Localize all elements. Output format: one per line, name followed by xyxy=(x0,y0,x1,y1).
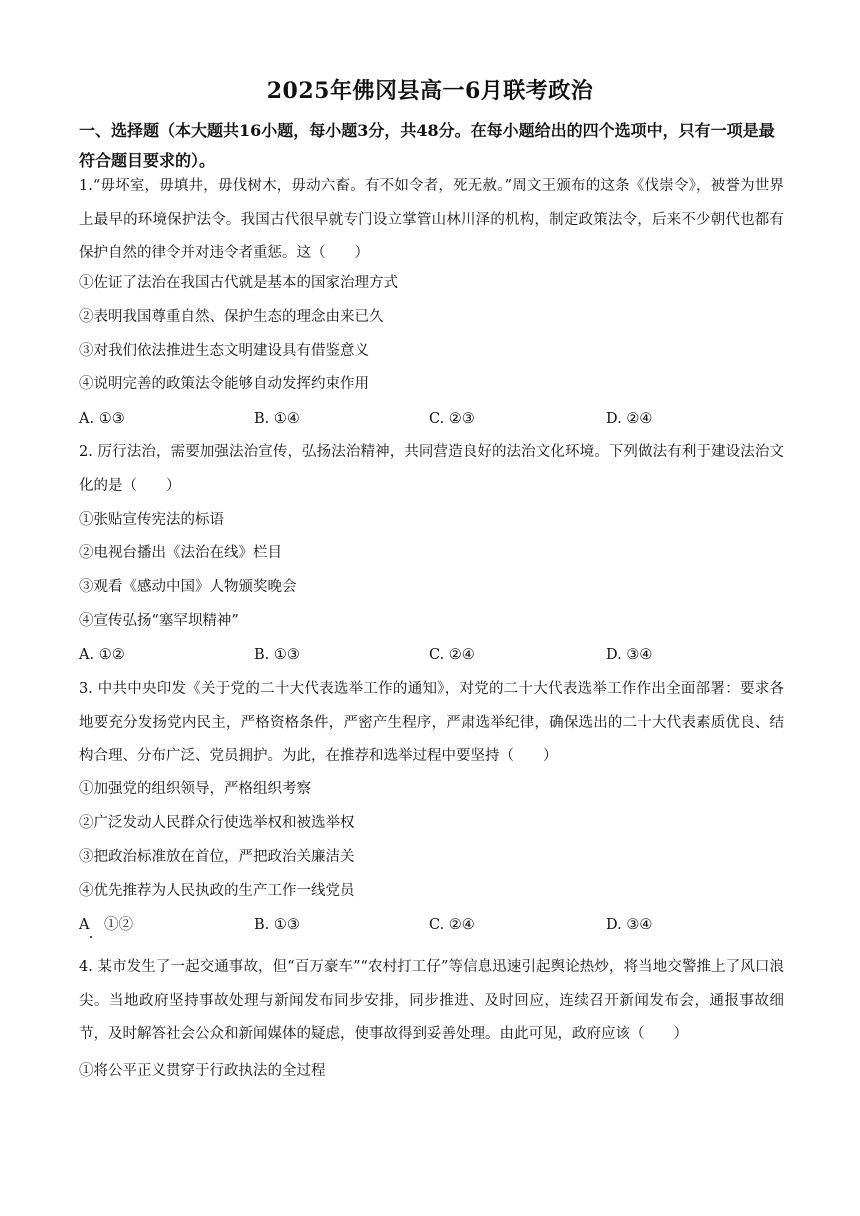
question-2-choices xyxy=(79,645,784,665)
question-1-stem: 1.“毋坏室，毋填井，毋伐树木，毋动六畜。有不如令者，死无赦。”周文王颁布的这条《伐崇令》，被誉为世界上最早的环境保护法令。我国古代很早就专门设立掌管山林川泽的机构，制定政策法令，后来不少朝代也都有保护自然的律令并对违令者重惩。这（ ） xyxy=(79,178,784,261)
page-title: 2025年佛冈县高一6月联考政治 xyxy=(266,78,594,104)
question-1-option-1: ①佐证了法治在我国古代就是基本的国家治理方式 xyxy=(79,275,398,291)
choice-c: C. ②③ xyxy=(429,411,475,427)
choice-b: B. ①④ xyxy=(254,411,300,427)
choice-a: A ①② xyxy=(79,917,133,933)
question-3-option-2: ②广泛发动人民群众行使选举权和被选举权 xyxy=(79,815,355,831)
question-1-option-3: ③对我们依法推进生态文明建设具有借鉴意义 xyxy=(79,343,369,359)
choice-d: D. ②④ xyxy=(606,411,653,427)
question-4-stem: 4. 某市发生了一起交通事故，但“百万豪车”“农村打工仔”等信息迅速引起舆论热炒，将当地交警推上了风口浪尖。当地政府坚持事故处理与新闻发布同步安排，同步推进、及时回应，连续召开新闻发布会，通报事故细节，及时解答社会公众和新闻媒体的疑虑，使事故得到妥善处理。由此可见，政府应该（ ） xyxy=(79,959,784,1042)
question-2-stem: 2. 厉行法治，需要加强法治宣传，弘扬法治精神，共同营造良好的法治文化环境。下列做法有利于建设法治文化的是（ ） xyxy=(79,444,784,494)
question-2-option-2: ②电视台播出《法治在线》栏目 xyxy=(79,545,282,561)
choice-a: A. ①③ xyxy=(79,411,125,427)
choice-b: B. ①③ xyxy=(254,647,300,663)
question-2-option-3: ③观看《感动中国》人物颁奖晚会 xyxy=(79,579,297,595)
choice-d: D. ③④ xyxy=(606,917,653,933)
question-3-choices xyxy=(79,915,784,935)
question-1-option-4: ④说明完善的政策法令能够自动发挥约束作用 xyxy=(79,376,369,392)
choice-b: B. ①③ xyxy=(254,917,300,933)
question-3-option-3: ③把政治标准放在首位，严把政治关廉洁关 xyxy=(79,849,355,865)
question-4-option-1: ①将公平正义贯穿于行政执法的全过程 xyxy=(79,1063,326,1079)
question-2-option-4: ④宣传弘扬“塞罕坝精神” xyxy=(79,613,239,629)
section-heading: 一、选择题（本大题共16小题，每小题3分，共48分。在每小题给出的四个选项中，只有一项是最符合题目要求的）。 xyxy=(79,121,775,170)
choice-a: A. ①② xyxy=(79,647,125,663)
question-3-option-1: ①加强党的组织领导，严格组织考察 xyxy=(79,781,311,797)
question-3-option-4: ④优先推荐为人民执政的生产工作一线党员 xyxy=(79,883,355,899)
choice-c: C. ②④ xyxy=(429,647,475,663)
question-2-option-1: ①张贴宣传宪法的标语 xyxy=(79,512,224,528)
question-1-option-2: ②表明我国尊重自然、保护生态的理念由来已久 xyxy=(79,309,384,325)
question-3-stem: 3. 中共中央印发《关于党的二十大代表选举工作的通知》，对党的二十大代表选举工作作出全面部署：要求各地要充分发扬党内民主，严格资格条件，严密产生程序，严肃选举纪律，确保选出的二十大代表素质优良、结构合理、分布广泛、党员拥护。为此，在推荐和选举过程中要坚持（ ） xyxy=(79,681,784,764)
choice-c: C. ②④ xyxy=(429,917,475,933)
question-1-choices xyxy=(79,409,784,429)
choice-d: D. ③④ xyxy=(606,647,653,663)
stray-dot xyxy=(90,936,92,938)
